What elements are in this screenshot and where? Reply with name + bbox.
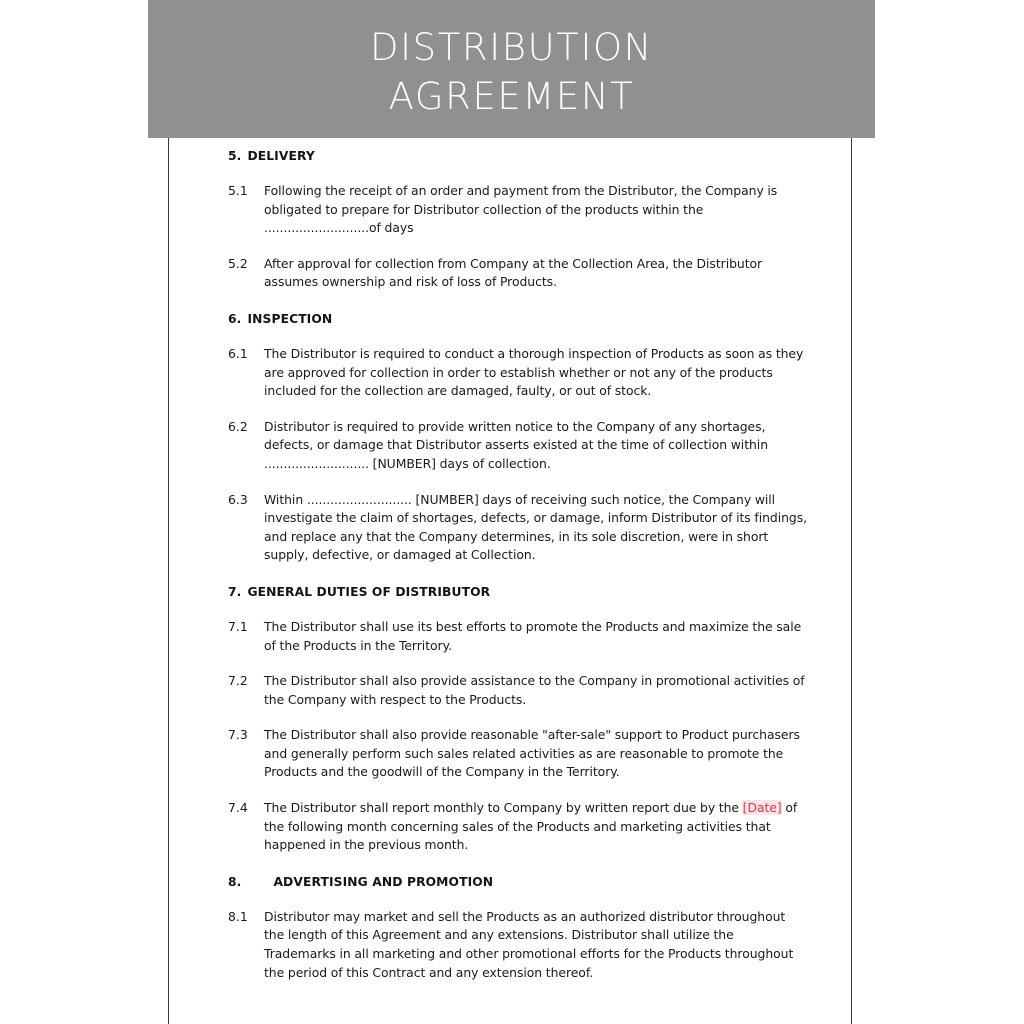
section-heading-6 (228, 311, 809, 327)
clause-text: The Distributor shall use its best efforts to promote the Products and maximize the sale of the Products in the Territory. (264, 618, 802, 653)
clause-7-2 (228, 672, 809, 709)
clause-number: 5.1 (228, 183, 248, 198)
section-title-6: INSPECTION (247, 311, 333, 326)
section-heading-8 (228, 874, 809, 890)
clause-number: 6.1 (228, 345, 248, 361)
clause-7-1 (228, 618, 809, 655)
section-number-5: 5. (228, 149, 242, 163)
section-number-6: 6. (228, 311, 242, 326)
document-title-line-2: AGREEMENT (388, 75, 635, 118)
clause-text-before-date-field: The Distributor shall report monthly to Company by written report due by the (264, 800, 743, 816)
clause-8-1 (228, 908, 809, 982)
clause-number: 7.3 (228, 727, 248, 743)
clause-5-1 (228, 182, 809, 238)
clause-text-after-date-field: of the following month concerning sales of the Products and marketing activities that happened in the previous month. (264, 800, 798, 853)
clause-6-2 (228, 418, 809, 474)
clause-text: The Distributor shall also provide assistance to the Company in promotional activities of the Company with respect to the Products. (264, 673, 805, 707)
clause-number: 7.4 (228, 800, 248, 816)
section-number-8: 8. (228, 874, 242, 889)
clause-number: 6.2 (228, 418, 248, 434)
section-heading-7 (228, 584, 809, 600)
clause-text: Within ........................... [NUMBER] days of receiving such notice, the Company will investigate the claim of shortages, defects, or damage, inform Distributor of its findings, and replace any that the Company determines, in its sole discretion, were in short supply, defective, or damaged at Collection. (264, 491, 808, 563)
clause-text: Distributor is required to provide written notice to the Company of any shortages, defects, or damage that Distributor asserts existed at the time of collection within ........................... [NUMBER] days of collection. (264, 418, 769, 471)
clause-7-4 (228, 799, 809, 855)
clause-text: The Distributor shall also provide reasonable "after-sale" support to Product purchasers and generally perform such sales related activities as are reasonable to promote the Products and the goodwill of the Company in the Territory. (264, 727, 800, 780)
clause-7-3 (228, 726, 809, 782)
section-heading-5 (228, 148, 809, 164)
document-body (169, 138, 851, 1024)
clause-text: Distributor may market and sell the Products as an authorized distributor throughout the length of this Agreement and any extensions. Distributor shall utilize the Trademarks in all marketing and other promotional efforts for the Products throughout the period of this Contract and any extension thereof. (264, 908, 794, 980)
clause-5-2 (228, 255, 809, 292)
clause-number: 7.2 (228, 673, 248, 689)
document-header-band (148, 0, 875, 138)
clause-text: The Distributor is required to conduct a thorough inspection of Products as soon as they are approved for collection in order to establish whether or not any of the products included for the collection are damaged, faulty, or out of stock. (264, 345, 804, 399)
clause-6-3 (228, 491, 809, 565)
section-number-7: 7. (228, 584, 242, 599)
date-placeholder-field[interactable]: [Date] (742, 800, 782, 816)
section-title-5: DELIVERY (247, 149, 315, 163)
clause-text: After approval for collection from Company at the Collection Area, the Distributor assumes ownership and risk of loss of Products. (264, 255, 763, 290)
clause-number: 7.1 (228, 618, 248, 634)
document-title-line-1: DISTRIBUTION (370, 26, 653, 69)
page-border-right (851, 138, 852, 1024)
section-title-8: ADVERTISING AND PROMOTION (273, 874, 494, 889)
clause-number: 5.2 (228, 255, 248, 271)
clause-text (264, 799, 809, 855)
clause-number: 6.3 (228, 491, 248, 507)
clause-number: 8.1 (228, 908, 248, 924)
clause-6-1 (228, 345, 809, 401)
clause-text: Following the receipt of an order and payment from the Distributor, the Company is obligated to prepare for Distributor collection of the products within the ...........................of days (264, 183, 778, 236)
section-title-7: GENERAL DUTIES OF DISTRIBUTOR (247, 584, 491, 599)
